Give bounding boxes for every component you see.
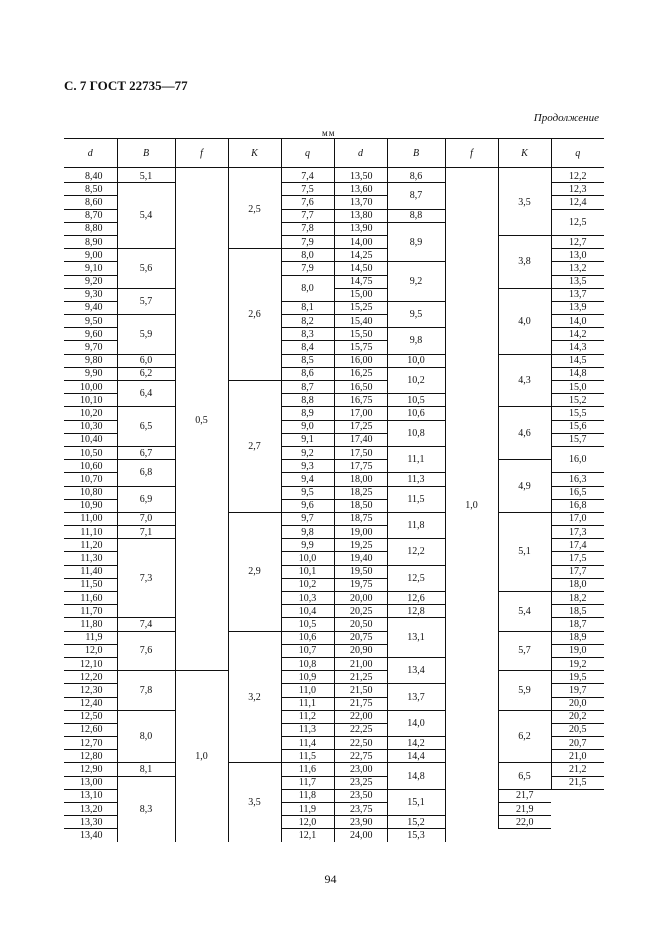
- cell-right-d: 15,50: [334, 328, 387, 341]
- cell-right-q: 21,2: [551, 763, 604, 776]
- cell-left-k: 3,5: [228, 763, 281, 842]
- cell-right-b: 8,9: [387, 222, 445, 262]
- cell-left-d: 12,10: [64, 657, 117, 670]
- cell-left-q: 9,5: [281, 486, 334, 499]
- table-body: [64, 168, 604, 842]
- cell-right-k: 5,7: [498, 631, 551, 671]
- cell-right-k: 4,6: [498, 407, 551, 460]
- cell-left-q: 9,7: [281, 512, 334, 525]
- cell-left-d: 12,90: [64, 763, 117, 776]
- cell-left-q: 8,3: [281, 328, 334, 341]
- cell-right-b: 13,1: [387, 618, 445, 658]
- continuation-label: Продолжение: [533, 112, 599, 124]
- cell-left-d: 9,90: [64, 367, 117, 380]
- cell-left-d: 12,60: [64, 723, 117, 736]
- cell-left-d: 9,20: [64, 275, 117, 288]
- cell-left-q: 7,9: [281, 262, 334, 275]
- cell-right-d: 20,25: [334, 605, 387, 618]
- cell-right-q: 17,0: [551, 512, 604, 525]
- cell-left-d: 10,70: [64, 473, 117, 486]
- cell-left-q: 11,6: [281, 763, 334, 776]
- cell-left-d: 11,60: [64, 592, 117, 605]
- page-number: 94: [324, 872, 337, 886]
- cell-right-q: 20,0: [551, 697, 604, 710]
- cell-right-q: 13,7: [551, 288, 604, 301]
- cell-right-q: 17,7: [551, 565, 604, 578]
- cell-right-q: 17,3: [551, 526, 604, 539]
- cell-left-b: 7,6: [117, 631, 175, 671]
- cell-left-b: 7,1: [117, 526, 175, 539]
- cell-left-k: 2,7: [228, 381, 281, 513]
- cell-right-q: 13,0: [551, 249, 604, 262]
- cell-left-d: 9,10: [64, 262, 117, 275]
- header-right-k: K: [498, 139, 551, 168]
- cell-left-q: 7,9: [281, 235, 334, 248]
- cell-left-q: 8,7: [281, 381, 334, 394]
- header-right-b: B: [387, 139, 445, 168]
- cell-left-d: 9,60: [64, 328, 117, 341]
- cell-right-d: 21,25: [334, 671, 387, 684]
- cell-left-q: 9,2: [281, 446, 334, 459]
- cell-left-d: 13,20: [64, 803, 117, 816]
- cell-left-d: 9,50: [64, 315, 117, 328]
- cell-left-q: 7,6: [281, 196, 334, 209]
- cell-right-k: 5,4: [498, 592, 551, 632]
- cell-right-b: 9,2: [387, 262, 445, 302]
- cell-left-q: 11,1: [281, 697, 334, 710]
- cell-left-q: 8,8: [281, 394, 334, 407]
- cell-right-d: 16,00: [334, 354, 387, 367]
- cell-left-q: 7,5: [281, 183, 334, 196]
- table-row: [64, 407, 604, 420]
- page-header: С. 7 ГОСТ 22735—77: [64, 78, 188, 93]
- cell-right-d: 17,25: [334, 420, 387, 433]
- cell-right-d: 17,50: [334, 446, 387, 459]
- cell-left-q: 11,0: [281, 684, 334, 697]
- cell-right-q: 21,9: [498, 803, 551, 816]
- cell-left-d: 10,50: [64, 446, 117, 459]
- cell-left-b: 8,0: [117, 710, 175, 763]
- cell-left-d: 11,80: [64, 618, 117, 631]
- cell-right-b: 12,6: [387, 592, 445, 605]
- cell-left-b: 7,3: [117, 539, 175, 618]
- table-row: [64, 512, 604, 525]
- cell-left-q: 8,6: [281, 367, 334, 380]
- cell-right-d: 13,60: [334, 183, 387, 196]
- cell-left-q: 9,1: [281, 433, 334, 446]
- cell-right-d: 23,00: [334, 763, 387, 776]
- cell-right-b: 10,2: [387, 367, 445, 393]
- cell-left-q: 11,7: [281, 776, 334, 789]
- cell-left-d: 12,30: [64, 684, 117, 697]
- cell-left-q: 10,8: [281, 657, 334, 670]
- cell-right-d: 19,00: [334, 526, 387, 539]
- cell-right-d: 16,25: [334, 367, 387, 380]
- cell-left-d: 11,40: [64, 565, 117, 578]
- cell-left-k: 2,9: [228, 512, 281, 631]
- cell-right-b: 10,0: [387, 354, 445, 367]
- cell-left-q: 8,2: [281, 315, 334, 328]
- cell-right-d: 18,00: [334, 473, 387, 486]
- cell-left-q: 9,0: [281, 420, 334, 433]
- cell-right-q: 20,2: [551, 710, 604, 723]
- header-left-f: f: [175, 139, 228, 168]
- cell-left-d: 11,9: [64, 631, 117, 644]
- cell-right-b: 15,2: [387, 816, 445, 829]
- cell-right-d: 13,80: [334, 209, 387, 222]
- cell-right-q: 14,8: [551, 367, 604, 380]
- cell-right-f: 1,0: [445, 168, 498, 842]
- cell-right-q: 13,2: [551, 262, 604, 275]
- cell-right-q: 19,0: [551, 644, 604, 657]
- cell-right-d: 21,50: [334, 684, 387, 697]
- cell-right-k: 6,2: [498, 710, 551, 763]
- header-right-f: f: [445, 139, 498, 168]
- cell-right-d: 14,25: [334, 249, 387, 262]
- cell-left-d: 10,80: [64, 486, 117, 499]
- cell-left-b: 5,4: [117, 183, 175, 249]
- cell-right-q: 14,2: [551, 328, 604, 341]
- cell-right-d: 13,90: [334, 222, 387, 235]
- cell-left-q: 8,0: [281, 275, 334, 301]
- cell-left-q: 10,2: [281, 578, 334, 591]
- cell-left-b: 8,3: [117, 776, 175, 841]
- cell-left-q: 7,7: [281, 209, 334, 222]
- cell-right-b: 14,4: [387, 750, 445, 763]
- cell-right-q: 19,7: [551, 684, 604, 697]
- cell-left-d: 10,30: [64, 420, 117, 433]
- cell-right-d: 19,75: [334, 578, 387, 591]
- cell-left-b: 5,9: [117, 315, 175, 355]
- cell-left-d: 13,30: [64, 816, 117, 829]
- cell-right-d: 19,25: [334, 539, 387, 552]
- header-left-k: K: [228, 139, 281, 168]
- cell-right-b: 12,5: [387, 565, 445, 591]
- cell-left-d: 9,00: [64, 249, 117, 262]
- cell-right-q: 12,7: [551, 235, 604, 248]
- cell-right-d: 23,75: [334, 803, 387, 816]
- cell-left-b: 6,4: [117, 381, 175, 407]
- cell-right-q: 13,9: [551, 301, 604, 314]
- cell-left-d: 13,10: [64, 789, 117, 802]
- cell-right-q: 15,7: [551, 433, 604, 446]
- cell-left-d: 12,80: [64, 750, 117, 763]
- cell-right-k: 5,9: [498, 671, 551, 711]
- table-header-row: [64, 139, 604, 168]
- cell-left-d: 8,90: [64, 235, 117, 248]
- cell-right-b: 9,8: [387, 328, 445, 354]
- cell-right-b: 13,4: [387, 657, 445, 683]
- cell-right-q: 17,4: [551, 539, 604, 552]
- cell-left-b: 7,8: [117, 671, 175, 711]
- cell-left-b: 5,1: [117, 168, 175, 183]
- cell-left-q: 10,4: [281, 605, 334, 618]
- cell-left-b: 7,4: [117, 618, 175, 631]
- cell-right-d: 14,75: [334, 275, 387, 288]
- cell-right-d: 24,00: [334, 829, 387, 842]
- cell-left-b: 6,7: [117, 446, 175, 459]
- cell-left-q: 7,4: [281, 168, 334, 183]
- cell-right-d: 16,50: [334, 381, 387, 394]
- cell-left-q: 9,9: [281, 539, 334, 552]
- cell-right-d: 13,50: [334, 168, 387, 183]
- cell-right-b: 11,3: [387, 473, 445, 486]
- cell-right-b: 8,7: [387, 183, 445, 209]
- cell-right-q: 21,5: [551, 776, 604, 789]
- cell-left-q: 9,4: [281, 473, 334, 486]
- cell-left-b: 6,0: [117, 354, 175, 367]
- cell-right-k: 4,9: [498, 460, 551, 513]
- cell-right-k: 6,5: [498, 763, 551, 789]
- cell-left-b: 5,6: [117, 249, 175, 289]
- cell-right-q: 16,3: [551, 473, 604, 486]
- cell-right-q: 22,0: [498, 816, 551, 829]
- cell-left-d: 9,30: [64, 288, 117, 301]
- cell-right-q: 20,7: [551, 737, 604, 750]
- cell-right-d: 18,25: [334, 486, 387, 499]
- cell-right-d: 23,25: [334, 776, 387, 789]
- cell-left-q: 12,0: [281, 816, 334, 829]
- cell-left-d: 11,00: [64, 512, 117, 525]
- cell-right-b: 12,8: [387, 605, 445, 618]
- unit-label: мм: [322, 128, 336, 138]
- cell-left-q: 10,0: [281, 552, 334, 565]
- cell-left-q: 9,8: [281, 526, 334, 539]
- cell-right-d: 22,50: [334, 737, 387, 750]
- cell-left-k: 2,6: [228, 249, 281, 381]
- cell-left-b: 6,8: [117, 460, 175, 486]
- cell-left-q: 8,1: [281, 301, 334, 314]
- header-left-b: B: [117, 139, 175, 168]
- cell-right-q: 16,0: [551, 446, 604, 472]
- cell-right-q: 17,5: [551, 552, 604, 565]
- header-right-q: q: [551, 139, 604, 168]
- cell-left-d: 9,80: [64, 354, 117, 367]
- cell-left-d: 11,10: [64, 526, 117, 539]
- cell-left-q: 11,9: [281, 803, 334, 816]
- cell-right-d: 22,25: [334, 723, 387, 736]
- cell-right-q: 12,2: [551, 168, 604, 183]
- cell-right-b: 8,8: [387, 209, 445, 222]
- cell-left-k: 3,2: [228, 631, 281, 763]
- cell-right-b: 14,8: [387, 763, 445, 789]
- cell-left-d: 12,20: [64, 671, 117, 684]
- cell-left-d: 13,00: [64, 776, 117, 789]
- cell-left-f: 1,0: [175, 671, 228, 842]
- cell-right-d: 13,70: [334, 196, 387, 209]
- cell-left-d: 11,20: [64, 539, 117, 552]
- cell-right-b: 14,0: [387, 710, 445, 736]
- cell-left-q: 9,6: [281, 499, 334, 512]
- cell-right-q: 19,5: [551, 671, 604, 684]
- cell-right-k: 3,8: [498, 235, 551, 288]
- cell-left-q: 7,8: [281, 222, 334, 235]
- cell-right-b: 10,5: [387, 394, 445, 407]
- cell-right-d: 17,00: [334, 407, 387, 420]
- cell-left-q: 9,3: [281, 460, 334, 473]
- cell-right-d: 20,90: [334, 644, 387, 657]
- cell-right-b: 10,8: [387, 420, 445, 446]
- cell-right-b: 11,5: [387, 486, 445, 512]
- cell-left-d: 8,40: [64, 168, 117, 183]
- cell-left-q: 11,2: [281, 710, 334, 723]
- cell-right-q: 14,5: [551, 354, 604, 367]
- cell-right-q: 18,9: [551, 631, 604, 644]
- cell-left-b: 6,9: [117, 486, 175, 512]
- cell-left-d: 12,70: [64, 737, 117, 750]
- cell-right-q: 15,5: [551, 407, 604, 420]
- cell-left-q: 12,1: [281, 829, 334, 842]
- cell-right-q: 14,3: [551, 341, 604, 354]
- cell-right-d: 22,00: [334, 710, 387, 723]
- cell-right-d: 15,00: [334, 288, 387, 301]
- header-left-d: d: [64, 139, 117, 168]
- cell-right-q: 12,3: [551, 183, 604, 196]
- cell-left-q: 10,7: [281, 644, 334, 657]
- cell-right-d: 17,40: [334, 433, 387, 446]
- cell-right-d: 19,50: [334, 565, 387, 578]
- cell-right-d: 21,75: [334, 697, 387, 710]
- cell-right-q: 18,5: [551, 605, 604, 618]
- cell-right-q: 15,2: [551, 394, 604, 407]
- cell-right-q: 19,2: [551, 657, 604, 670]
- cell-right-q: 20,5: [551, 723, 604, 736]
- cell-right-b: 11,8: [387, 512, 445, 538]
- cell-left-d: 10,10: [64, 394, 117, 407]
- cell-left-q: 11,8: [281, 789, 334, 802]
- cell-left-b: 7,0: [117, 512, 175, 525]
- cell-right-d: 20,50: [334, 618, 387, 631]
- cell-right-q: 16,8: [551, 499, 604, 512]
- cell-left-b: 6,5: [117, 407, 175, 447]
- cell-left-d: 8,70: [64, 209, 117, 222]
- cell-right-q: 12,4: [551, 196, 604, 209]
- cell-right-d: 15,40: [334, 315, 387, 328]
- cell-left-d: 12,50: [64, 710, 117, 723]
- cell-left-q: 10,6: [281, 631, 334, 644]
- cell-left-q: 11,5: [281, 750, 334, 763]
- table-row: [64, 460, 604, 473]
- cell-right-d: 16,75: [334, 394, 387, 407]
- cell-right-q: 21,0: [551, 750, 604, 763]
- cell-right-d: 23,50: [334, 789, 387, 802]
- cell-right-d: 20,75: [334, 631, 387, 644]
- cell-right-b: 12,2: [387, 539, 445, 565]
- cell-right-b: 11,1: [387, 446, 445, 472]
- cell-right-q: 15,0: [551, 381, 604, 394]
- cell-right-q: 14,0: [551, 315, 604, 328]
- cell-left-d: 10,60: [64, 460, 117, 473]
- cell-left-d: 9,40: [64, 301, 117, 314]
- cell-right-b: 8,6: [387, 168, 445, 183]
- cell-left-d: 12,0: [64, 644, 117, 657]
- table-row: [64, 763, 604, 776]
- cell-left-d: 11,50: [64, 578, 117, 591]
- cell-right-q: 18,7: [551, 618, 604, 631]
- cell-right-q: 12,5: [551, 209, 604, 235]
- cell-left-d: 8,50: [64, 183, 117, 196]
- cell-left-k: 2,5: [228, 168, 281, 249]
- cell-left-d: 11,70: [64, 605, 117, 618]
- cell-left-f: 0,5: [175, 168, 228, 671]
- cell-right-q: 18,0: [551, 578, 604, 591]
- cell-left-q: 10,3: [281, 592, 334, 605]
- cell-left-q: 8,0: [281, 249, 334, 262]
- cell-left-d: 10,40: [64, 433, 117, 446]
- cell-right-q: 16,5: [551, 486, 604, 499]
- cell-left-b: 6,2: [117, 367, 175, 380]
- cell-left-q: 8,5: [281, 354, 334, 367]
- cell-left-d: 10,20: [64, 407, 117, 420]
- cell-right-q: 21,7: [498, 789, 551, 802]
- cell-left-d: 8,60: [64, 196, 117, 209]
- cell-left-q: 10,5: [281, 618, 334, 631]
- cell-right-d: 23,90: [334, 816, 387, 829]
- cell-right-d: 19,40: [334, 552, 387, 565]
- cell-right-d: 21,00: [334, 657, 387, 670]
- cell-right-b: 13,7: [387, 684, 445, 710]
- cell-left-d: 10,90: [64, 499, 117, 512]
- cell-left-d: 12,40: [64, 697, 117, 710]
- cell-right-q: 18,2: [551, 592, 604, 605]
- cell-left-d: 11,30: [64, 552, 117, 565]
- cell-left-q: 10,1: [281, 565, 334, 578]
- cell-right-b: 9,5: [387, 301, 445, 327]
- table-row: [64, 631, 604, 644]
- cell-left-q: 11,4: [281, 737, 334, 750]
- header-left-q: q: [281, 139, 334, 168]
- table-row: [64, 671, 604, 684]
- cell-left-d: 13,40: [80, 829, 103, 841]
- cell-left-b: 8,1: [117, 763, 175, 776]
- cell-right-d: 15,25: [334, 301, 387, 314]
- cell-right-b: 15,1: [387, 789, 445, 815]
- cell-right-q: 13,5: [551, 275, 604, 288]
- table-row: [64, 354, 604, 367]
- cell-left-d: 10,00: [64, 381, 117, 394]
- header-right-d: d: [334, 139, 387, 168]
- cell-right-d: 17,75: [334, 460, 387, 473]
- table-row: [64, 710, 604, 723]
- cell-right-d: 20,00: [334, 592, 387, 605]
- cell-right-k: 4,3: [498, 354, 551, 407]
- cell-right-d: 18,50: [334, 499, 387, 512]
- cell-right-d: 14,50: [334, 262, 387, 275]
- cell-left-q: 8,4: [281, 341, 334, 354]
- cell-right-k: 3,5: [498, 168, 551, 236]
- cell-right-b: 10,6: [387, 407, 445, 420]
- cell-right-k: 5,1: [498, 512, 551, 591]
- table-row: [64, 168, 604, 183]
- cell-left-q: 10,9: [281, 671, 334, 684]
- cell-left-b: 5,7: [117, 288, 175, 314]
- cell-right-q: 15,6: [551, 420, 604, 433]
- cell-left-d: 9,70: [64, 341, 117, 354]
- cell-right-k: 4,0: [498, 288, 551, 354]
- cell-right-d: 18,75: [334, 512, 387, 525]
- cell-left-d: 8,80: [64, 222, 117, 235]
- table-row: [64, 288, 604, 301]
- dimensions-table: [64, 138, 604, 842]
- cell-right-b: 14,2: [387, 737, 445, 750]
- cell-left-q: 11,3: [281, 723, 334, 736]
- cell-right-d: 15,75: [334, 341, 387, 354]
- cell-right-d: 14,00: [334, 235, 387, 248]
- cell-left-q: 8,9: [281, 407, 334, 420]
- cell-right-b: 15,3: [387, 829, 445, 842]
- cell-right-d: 22,75: [334, 750, 387, 763]
